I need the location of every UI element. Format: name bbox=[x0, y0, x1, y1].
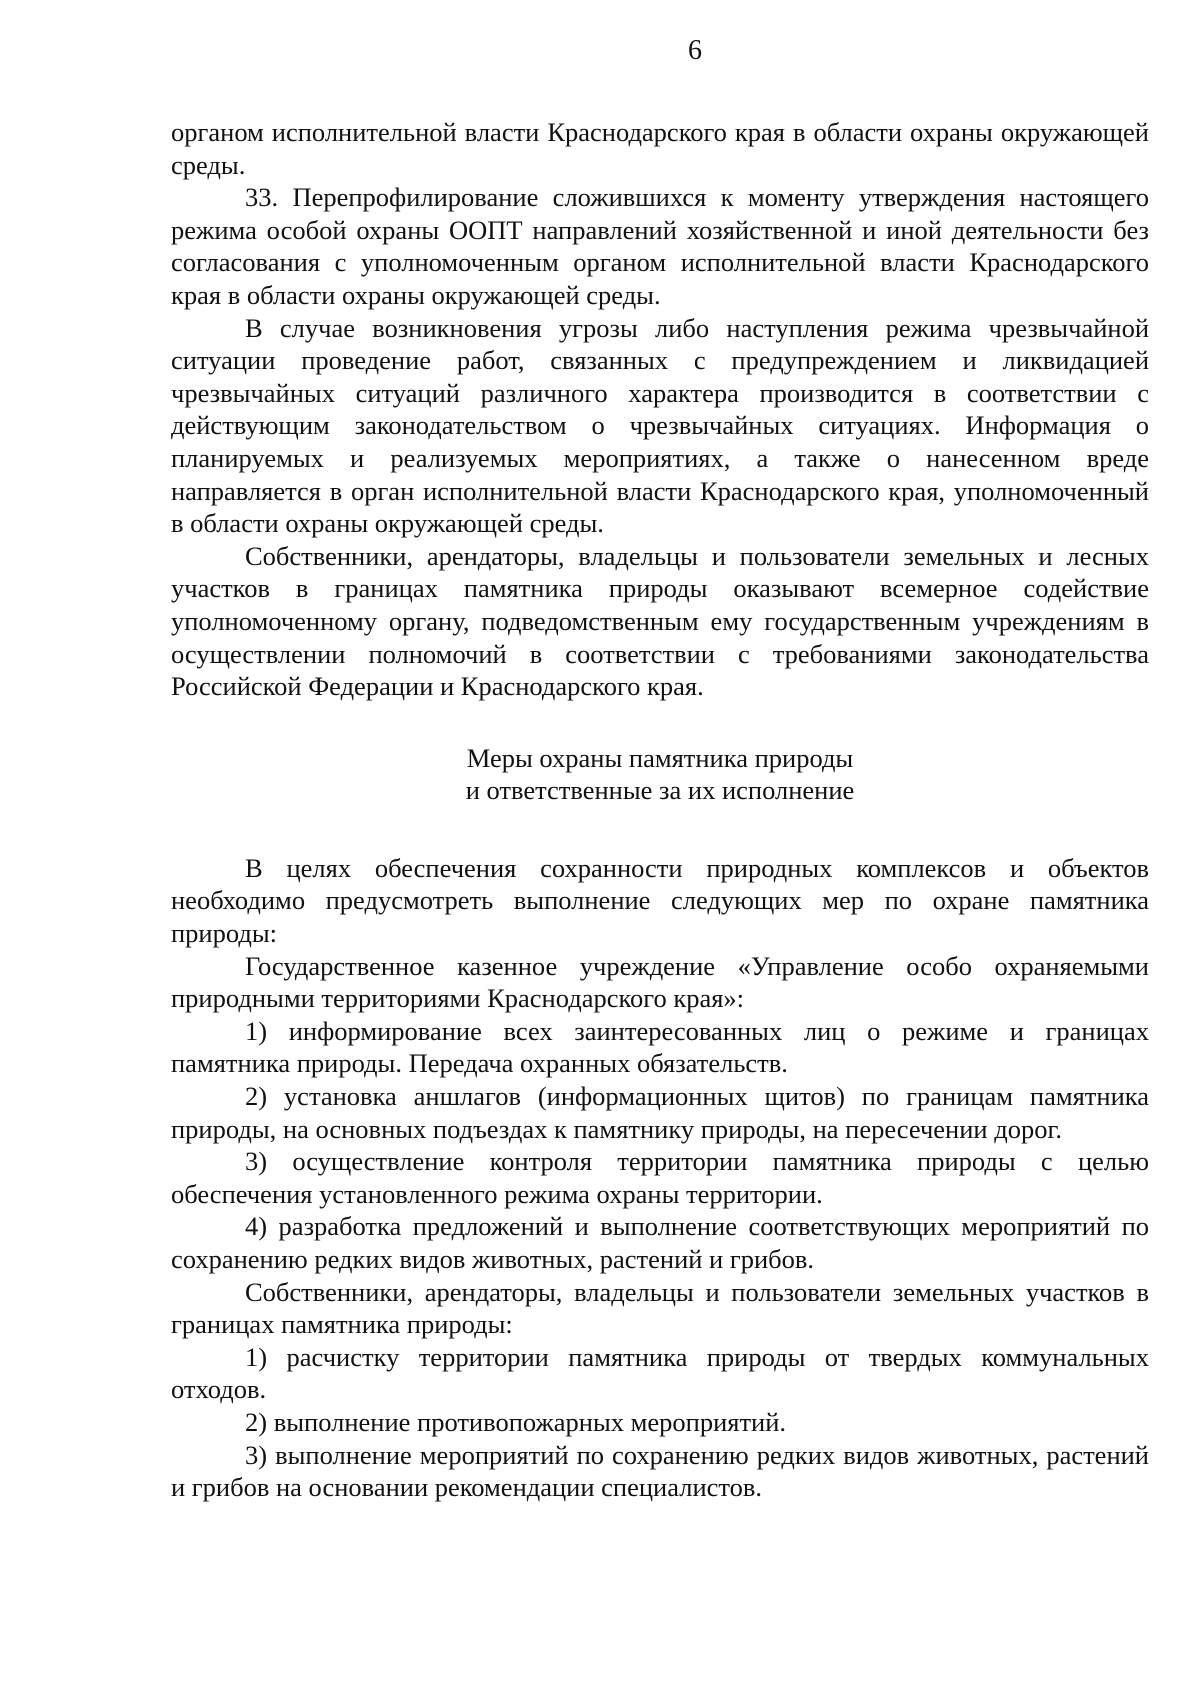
section-heading-line-1: Меры охраны памятника природы bbox=[466, 742, 854, 773]
paragraph-responsible-owners: Собственники, арендаторы, владельцы и пользователи земельных участков в границах памятника природы: bbox=[171, 1276, 1149, 1340]
section-heading-line-2: и ответственные за их исполнение bbox=[465, 775, 855, 806]
list-item-agency-1: 1) информирование всех заинтересованных лиц о режиме и границах памятника природы. Передача охранных обязательств. bbox=[171, 1015, 1149, 1079]
paragraph-measures-intro: В целях обеспечения сохранности природных комплексов и объектов необходимо предусмотреть выполнение следующих мер по охране памятника природы: bbox=[171, 852, 1149, 949]
list-item-agency-3: 3) осуществление контроля территории памятника природы с целью обеспечения установленного режима охраны территории. bbox=[171, 1146, 1149, 1209]
list-item-owners-2: 2) выполнение противопожарных мероприятий. bbox=[245, 1406, 787, 1437]
document-body bbox=[171, 116, 1149, 1504]
page-number: 6 bbox=[688, 35, 702, 66]
list-item-owners-1: 1) расчистку территории памятника природы от твердых коммунальных отходов. bbox=[171, 1341, 1149, 1405]
paragraph-owners-assistance: Собственники, арендаторы, владельцы и пользователи земельных и лесных участков в границах памятника природы оказывают всемерное содействие уполномоченному органу, подведомственным ему государственным учреждениям в осуществлении полномочий в соответствии с требованиями законодательства Российской Федерации и Краснодарского края. bbox=[171, 540, 1149, 702]
list-item-owners-3: 3) выполнение мероприятий по сохранению редких видов животных, растений и грибов на основании рекомендации специалистов. bbox=[171, 1439, 1149, 1503]
list-item-agency-4: 4) разработка предложений и выполнение соответствующих мероприятий по сохранению редких видов животных, растений и грибов. bbox=[171, 1211, 1149, 1274]
paragraph-responsible-agency: Государственное казенное учреждение «Управление особо охраняемыми природными территориями Краснодарского края»: bbox=[171, 950, 1149, 1014]
list-item-agency-2: 2) установка аншлагов (информационных щитов) по границам памятника природы, на основных подъездах к памятнику природы, на пересечении дорог. bbox=[171, 1081, 1149, 1144]
section-heading bbox=[171, 742, 1149, 807]
paragraph-continuation: органом исполнительной власти Краснодарского края в области охраны окружающей среды. bbox=[171, 117, 1149, 180]
paragraph-item-33: 33. Перепрофилирование сложившихся к моменту утверждения настоящего режима особой охраны ООПТ направлений хозяйственной и иной деятельности без согласования с уполномоченным органом исполнительной власти Краснодарского края в области охраны окружающей среды. bbox=[171, 182, 1149, 310]
paragraph-emergency: В случае возникновения угрозы либо наступления режима чрезвычайной ситуации проведение работ, связанных с предупреждением и ликвидацией чрезвычайных ситуаций различного характера производится в соответствии с действующим законодательством о чрезвычайных ситуациях. Информация о планируемых и реализуемых мероприятиях, а также о нанесенном вреде направляется в орган исполнительной власти Краснодарского края, уполномоченный в области охраны окружающей среды. bbox=[171, 312, 1149, 539]
